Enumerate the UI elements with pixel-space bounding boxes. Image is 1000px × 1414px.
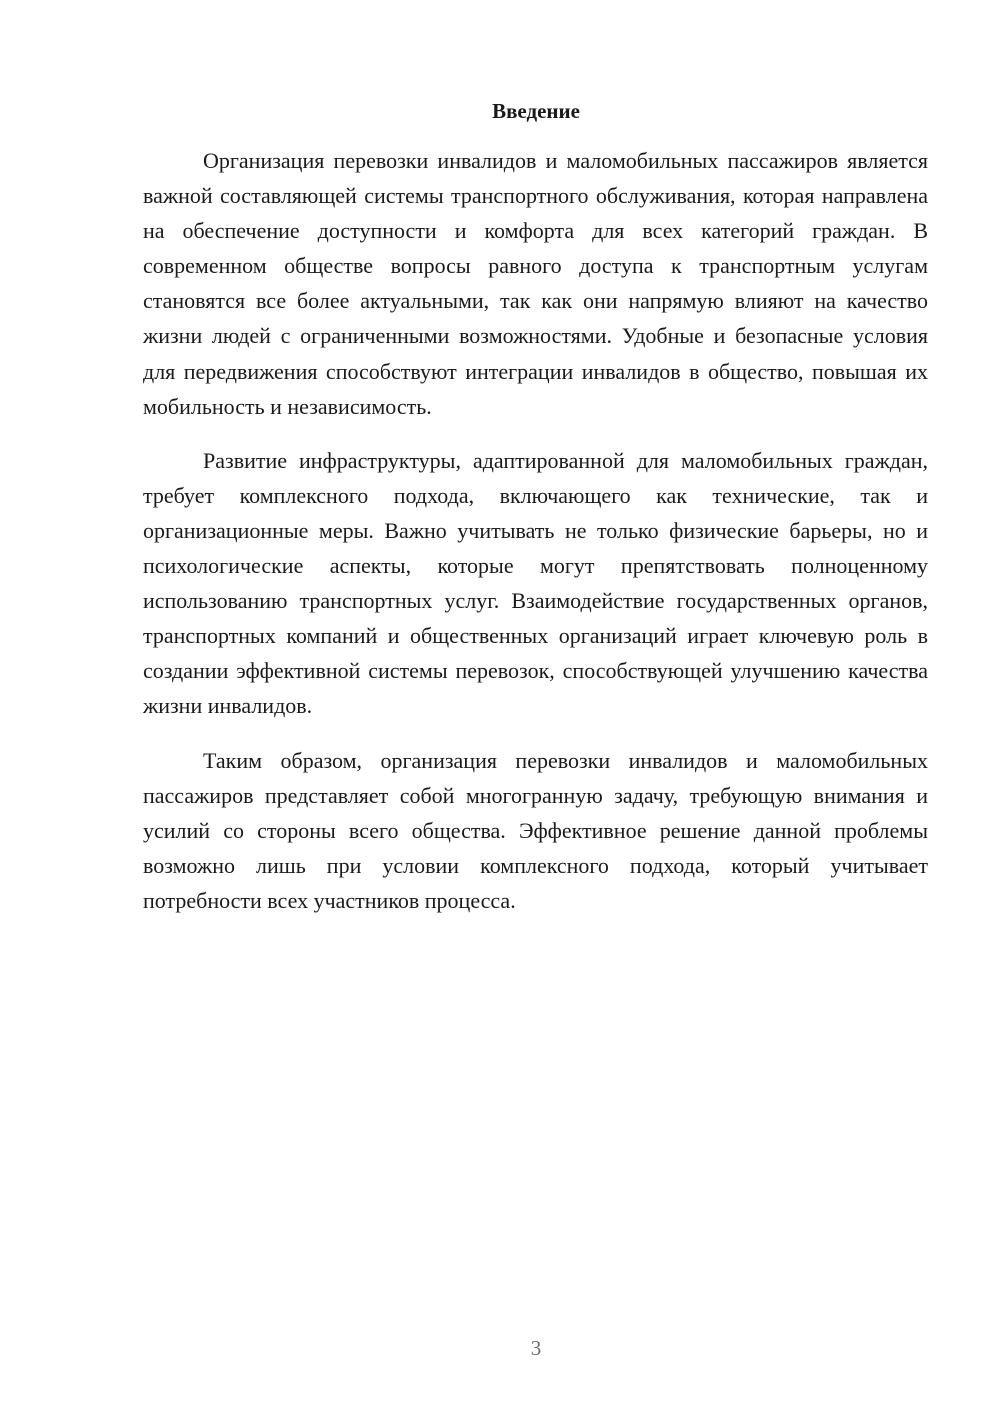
paragraph-2: Развитие инфраструктуры, адаптированной для маломобильных граждан, требует комплексного подхода, включающего как технические, так и организационные меры. Важно учитывать не только физические барьеры, но и психологические аспекты, которые могут препятствовать полноценному использованию транспортных услуг. Взаимодействие государственных органов, транспортных компаний и общественных организаций играет ключевую роль в создании эффективной системы перевозок, способствующей улучшению качества жизни инвалидов. bbox=[143, 447, 928, 719]
paragraph-3: Таким образом, организация перевозки инвалидов и маломобильных пассажиров представляет собой многогранную задачу, требующую внимания и усилий со стороны всего общества. Эффективное решение данной проблемы возможно лишь при условии комплексного подхода, который учитывает потребности всех участников процесса. bbox=[143, 747, 928, 913]
body-text bbox=[143, 143, 928, 937]
paragraph-1: Организация перевозки инвалидов и маломобильных пассажиров является важной составляющей системы транспортного обслуживания, которая направлена на обеспечение доступности и комфорта для всех категорий граждан. В современном обществе вопросы равного доступа к транспортным услугам становятся все более актуальными, так как они напрямую влияют на качество жизни людей с ограниченными возможностями. Удобные и безопасные условия для передвижения способствуют интеграции инвалидов в общество, повышая их мобильность и независимость. bbox=[143, 148, 928, 419]
page-number: 3 bbox=[530, 1336, 542, 1360]
section-heading: Введение bbox=[492, 99, 580, 123]
